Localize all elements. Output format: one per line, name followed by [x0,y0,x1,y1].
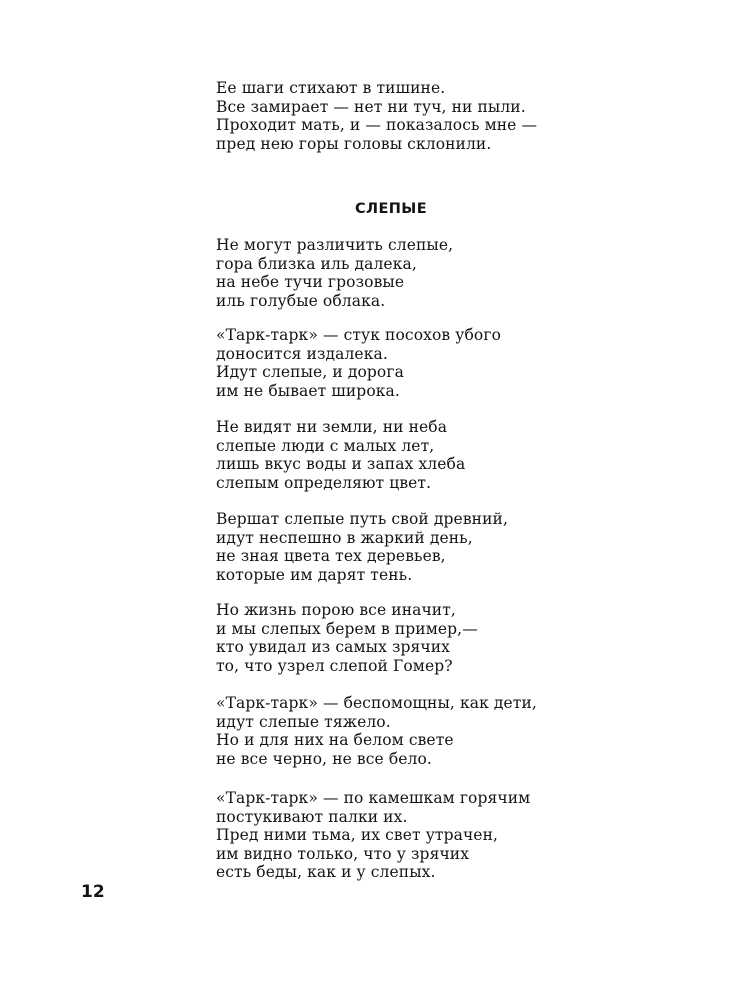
verse-line: Проходит мать, и — показалось мне — [216,116,538,134]
verse-line: лишь вкус воды и запах хлеба [216,455,466,473]
verse-line: Вершат слепые путь свой древний, [216,510,508,528]
verse-line: Но и для них на белом свете [216,731,454,749]
verse-line: кто увидал из самых зрячих [216,638,451,656]
verse-line: Но жизнь порою все иначит, [216,601,456,619]
previous-poem-ending [216,79,616,153]
verse-line: идут неспешно в жаркий день, [216,528,473,547]
verse-line: слепые люди с малых лет, [216,436,435,455]
poem-title: СЛЕПЫЕ [354,201,428,217]
verse-line: слепым определяют цвет. [216,473,432,492]
stanza-2 [216,326,616,400]
verse-line: «Тарк-тарк» — беспомощны, как дети, [216,694,537,712]
stanza-6 [216,694,616,768]
verse-line: им не бывает широка. [216,381,400,400]
verse-line: доносится издалека. [216,344,388,363]
verse-line: постукивают палки их. [216,807,408,826]
verse-line: идут слепые тяжело. [216,712,391,731]
stanza-4 [216,510,616,584]
verse-line: Идут слепые, и дорога [216,363,404,381]
page-number: 12 [81,882,105,902]
stanza-5 [216,601,616,675]
stanza-7 [216,789,616,882]
verse-line: им видно только, что у зрячих [216,844,470,863]
verse-line: пред нею горы головы склонили. [216,134,492,153]
verse-line: не зная цвета тех деревьев, [216,547,446,565]
verse-line: гора близка иль далека, [216,254,417,273]
verse-line: Все замирает — нет ни туч, ни пыли. [216,97,526,116]
verse-line: не все черно, не все бело. [216,749,432,768]
verse-line: есть беды, как и у слепых. [216,863,436,881]
verse-line: на небе тучи грозовые [216,273,405,291]
verse-line: и мы слепых берем в пример,— [216,619,478,638]
verse-line: то, что узрел слепой Гомер? [216,656,453,675]
verse-line: Не могут различить слепые, [216,236,454,254]
verse-line: Не видят ни земли, ни неба [216,418,448,436]
verse-line: Ее шаги стихают в тишине. [216,79,446,97]
stanza-1 [216,236,616,310]
stanza-3 [216,418,616,492]
verse-line: «Тарк-тарк» — по камешкам горячим [216,789,531,807]
verse-line: Пред ними тьма, их свет утрачен, [216,826,499,844]
verse-line: которые им дарят тень. [216,565,413,584]
verse-line: «Тарк-тарк» — стук посохов убого [216,326,501,344]
verse-line: иль голубые облака. [216,291,386,310]
